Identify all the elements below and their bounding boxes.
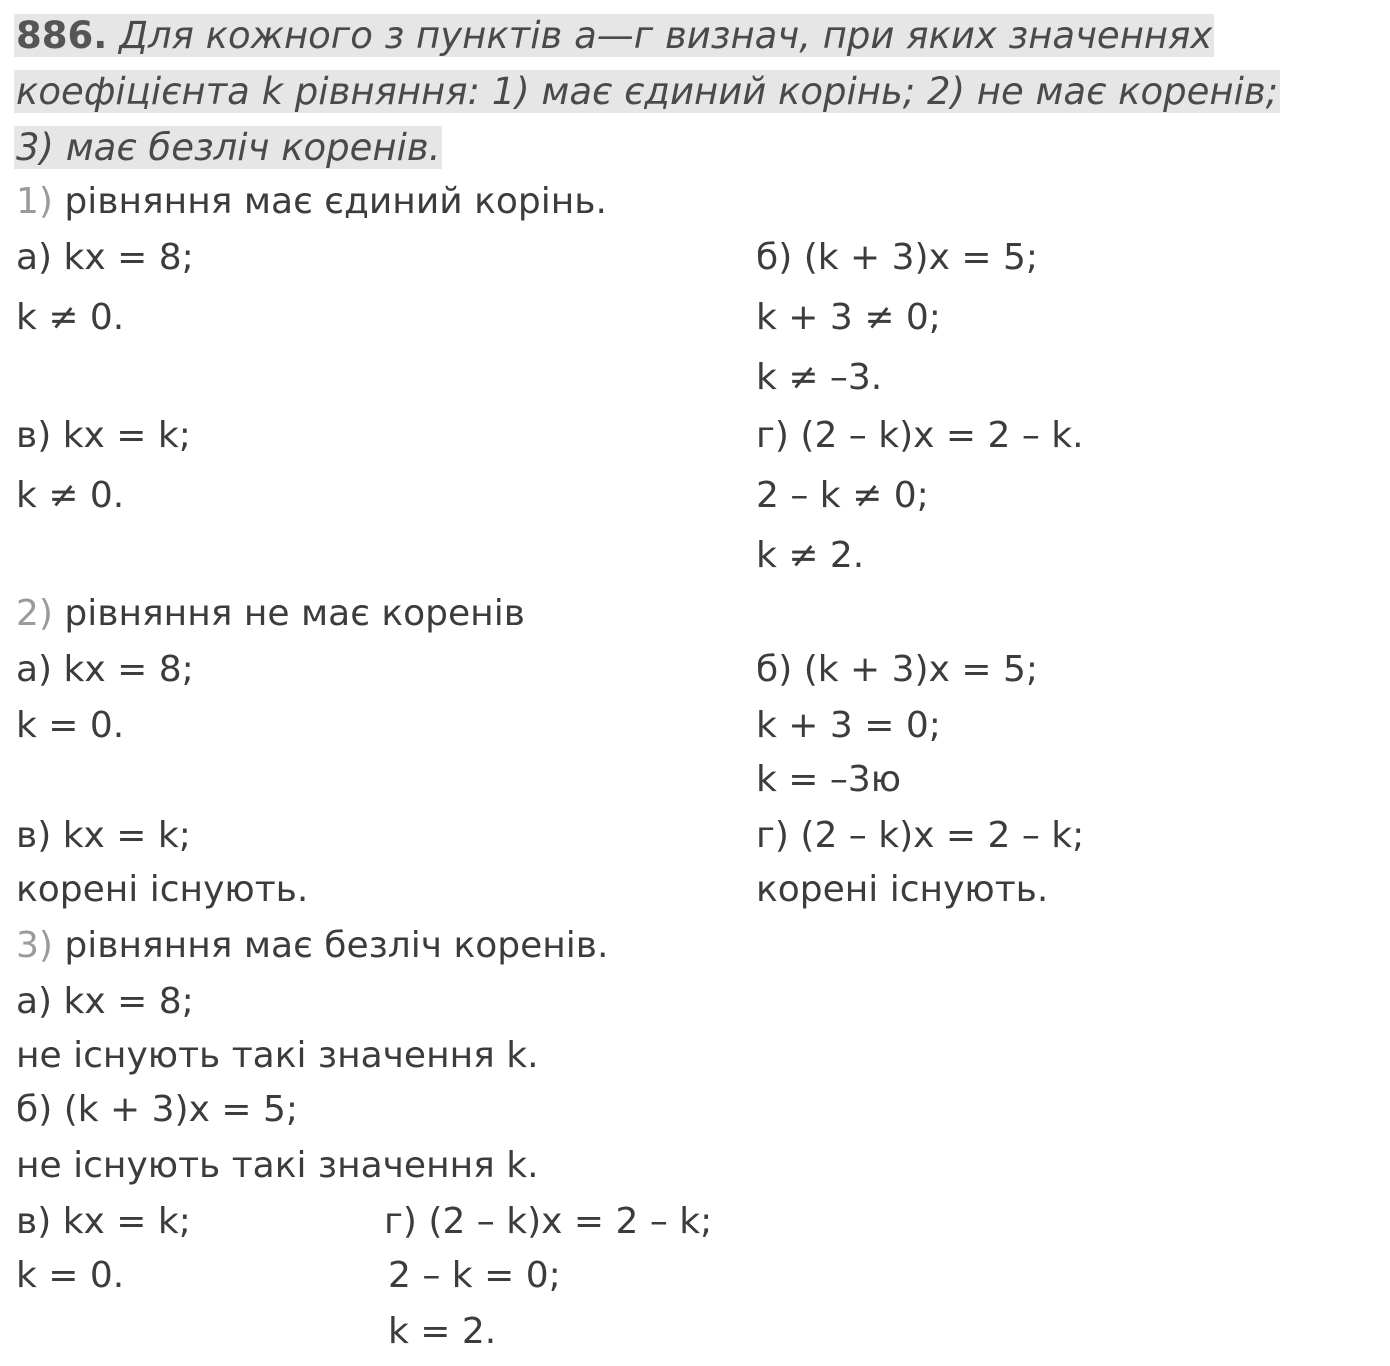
part3-heading: 3) рівняння має безліч коренів. [16, 925, 609, 966]
part1-g-line-2: 2 – k ≠ 0; [756, 475, 929, 516]
problem-number: 886. [16, 14, 108, 57]
part1-g-line-1: г) (2 – k)x = 2 – k. [756, 415, 1084, 456]
part2-a-line-1: а) kx = 8; [16, 649, 194, 690]
part1-a-line-2: k ≠ 0. [16, 297, 125, 338]
part3-v-line-1: в) kx = k; [16, 1201, 191, 1242]
part1-b-line-2: k + 3 ≠ 0; [756, 297, 941, 338]
part2-b-line-1: б) (k + 3)x = 5; [756, 649, 1038, 690]
part1-v-line-1: в) kx = k; [16, 415, 191, 456]
part3-b-line-1: б) (k + 3)x = 5; [16, 1089, 298, 1130]
part3-v-line-2: k = 0. [16, 1255, 125, 1296]
problem-line-1: 886. Для кожного з пунктів а—г визнач, при яких значеннях [16, 14, 1213, 57]
part1-g-line-3: k ≠ 2. [756, 535, 865, 576]
part3-a-line-1: а) kx = 8; [16, 981, 194, 1022]
part2-a-line-2: k = 0. [16, 705, 125, 746]
part1-v-line-2: k ≠ 0. [16, 475, 125, 516]
problem-line-3: 3) має безліч коренів. [16, 126, 441, 169]
part3-b-line-2: не існують такі значення k. [16, 1145, 539, 1186]
part2-b-line-3: k = –3ю [756, 759, 902, 800]
problem-statement [14, 8, 1280, 176]
part2-v-line-1: в) kx = k; [16, 815, 191, 856]
problem-line-2: коефіцієнта k рівняння: 1) має єдиний корінь; 2) не має коренів; [16, 70, 1279, 113]
part1-a-line-1: а) kx = 8; [16, 237, 194, 278]
part3-g-line-3: k = 2. [388, 1311, 497, 1352]
part3-g-line-1: г) (2 – k)x = 2 – k; [384, 1201, 713, 1242]
part2-g-line-2: корені існують. [756, 869, 1049, 910]
part1-b-line-1: б) (k + 3)x = 5; [756, 237, 1038, 278]
part3-a-line-2: не існують такі значення k. [16, 1035, 539, 1076]
part3-g-line-2: 2 – k = 0; [388, 1255, 561, 1296]
part2-heading: 2) рівняння не має коренів [16, 593, 525, 634]
part2-b-line-2: k + 3 = 0; [756, 705, 941, 746]
part2-v-line-2: корені існують. [16, 869, 309, 910]
part1-b-line-3: k ≠ –3. [756, 357, 883, 398]
part2-g-line-1: г) (2 – k)x = 2 – k; [756, 815, 1085, 856]
part1-heading: 1) рівняння має єдиний корінь. [16, 181, 607, 222]
